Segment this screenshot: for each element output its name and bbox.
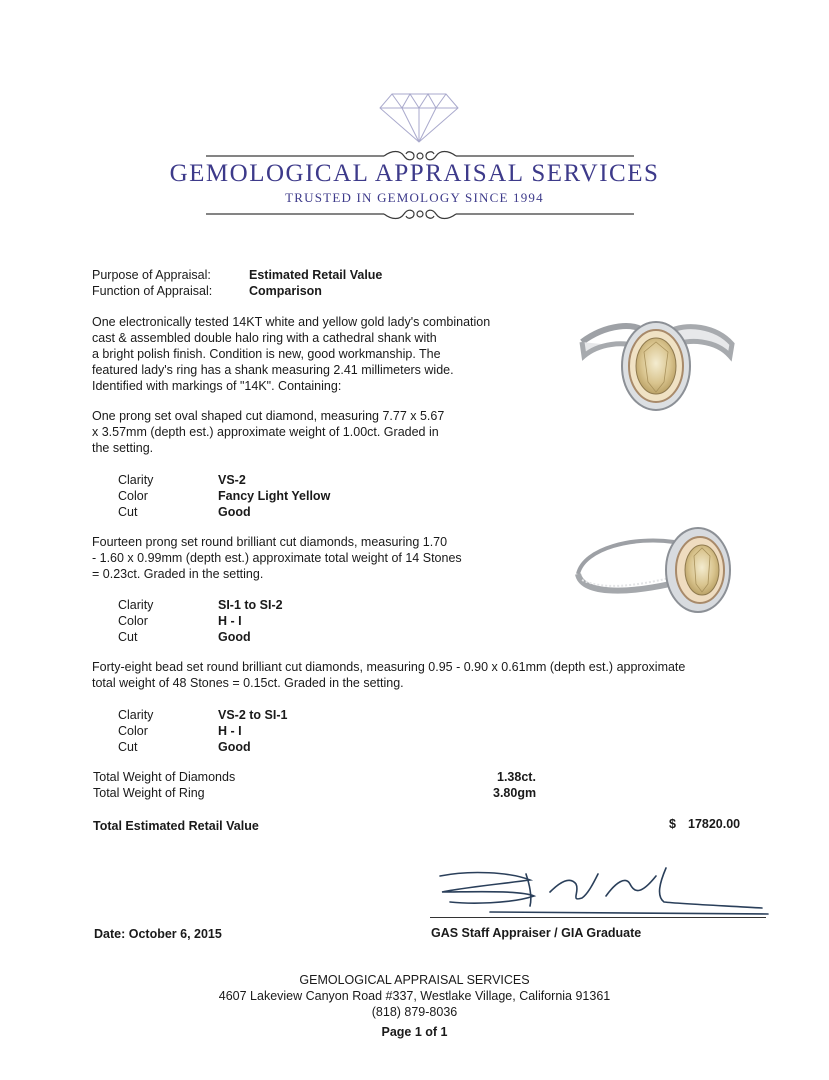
stone-line: = 0.23ct. Graded in the setting. — [92, 567, 264, 581]
grade-label-clarity: Clarity — [118, 598, 154, 612]
grade-label-color: Color — [118, 724, 148, 738]
grade-value-clarity: VS-2 — [218, 473, 246, 487]
diamond-icon — [378, 92, 460, 144]
ring-description — [92, 314, 490, 394]
grade-value-cut: Good — [218, 740, 251, 754]
description-line: featured lady's ring has a shank measuring 2.41 millimeters wide. — [92, 363, 454, 377]
bead-stones-description — [92, 659, 685, 691]
description-line: cast & assembled double halo ring with a cathedral shank with — [92, 331, 437, 345]
halo-stones-description — [92, 534, 462, 582]
stone-line: Forty-eight bead set round brilliant cut diamonds, measuring 0.95 - 0.90 x 0.61mm (depth est.) approximate — [92, 660, 686, 674]
page-number: Page 1 of 1 — [381, 1025, 448, 1039]
appraiser-signature — [430, 862, 770, 920]
ring-photo-side — [574, 522, 740, 624]
company-tagline: TRUSTED IN GEMOLOGY SINCE 1994 — [285, 190, 544, 205]
stone-line: the setting. — [92, 441, 154, 455]
grade-value-clarity: SI-1 to SI-2 — [218, 598, 283, 612]
stone-line: One prong set oval shaped cut diamond, measuring 7.77 x 5.67 — [92, 409, 445, 423]
grade-label-cut: Cut — [118, 740, 138, 754]
grade-label-clarity: Clarity — [118, 473, 154, 487]
footer-address: 4607 Lakeview Canyon Road #337, Westlake Village, California 91361 — [218, 989, 611, 1003]
grade-value-color: Fancy Light Yellow — [218, 489, 331, 503]
grade-value-cut: Good — [218, 630, 251, 644]
grade-value-color: H - I — [218, 724, 242, 738]
grade-label-cut: Cut — [118, 630, 138, 644]
grade-label-color: Color — [118, 614, 148, 628]
appraisal-date: Date: October 6, 2015 — [94, 927, 222, 941]
grade-label-clarity: Clarity — [118, 708, 154, 722]
purpose-value: Estimated Retail Value — [249, 268, 383, 282]
grade-label-color: Color — [118, 489, 148, 503]
grade-value-color: H - I — [218, 614, 242, 628]
total-ring-value: 3.80gm — [493, 786, 537, 800]
total-ring-label: Total Weight of Ring — [93, 786, 205, 800]
signature-line — [430, 917, 766, 918]
stone-line: Fourteen prong set round brilliant cut diamonds, measuring 1.70 — [92, 535, 448, 549]
grade-label-cut: Cut — [118, 505, 138, 519]
total-retail-label: Total Estimated Retail Value — [93, 819, 259, 833]
description-line: a bright polish finish. Condition is new, good workmanship. The — [92, 347, 441, 361]
footer-company: GEMOLOGICAL APPRAISAL SERVICES — [299, 973, 530, 987]
total-retail-currency: $ — [669, 817, 676, 831]
function-label: Function of Appraisal: — [92, 284, 213, 298]
description-line: Identified with markings of "14K". Containing: — [92, 379, 342, 393]
center-stone-description — [92, 408, 444, 456]
total-diamonds-value: 1.38ct. — [497, 770, 536, 784]
purpose-label: Purpose of Appraisal: — [92, 268, 211, 282]
total-retail-value: 17820.00 — [688, 817, 741, 831]
bottom-ornament-rule — [206, 206, 634, 222]
function-value: Comparison — [249, 284, 322, 298]
stone-line: - 1.60 x 0.99mm (depth est.) approximate total weight of 14 Stones — [92, 551, 462, 565]
grade-value-clarity: VS-2 to SI-1 — [218, 708, 288, 722]
description-line: One electronically tested 14KT white and yellow gold lady's combination — [92, 315, 491, 329]
stone-line: total weight of 48 Stones = 0.15ct. Graded in the setting. — [92, 676, 404, 690]
footer-phone: (818) 879-8036 — [371, 1005, 458, 1019]
appraiser-title: GAS Staff Appraiser / GIA Graduate — [431, 926, 642, 940]
ring-photo-front — [576, 312, 736, 420]
stone-line: x 3.57mm (depth est.) approximate weight of 1.00ct. Graded in — [92, 425, 439, 439]
grade-value-cut: Good — [218, 505, 251, 519]
total-diamonds-label: Total Weight of Diamonds — [93, 770, 236, 784]
company-name: GEMOLOGICAL APPRAISAL SERVICES — [169, 160, 660, 187]
